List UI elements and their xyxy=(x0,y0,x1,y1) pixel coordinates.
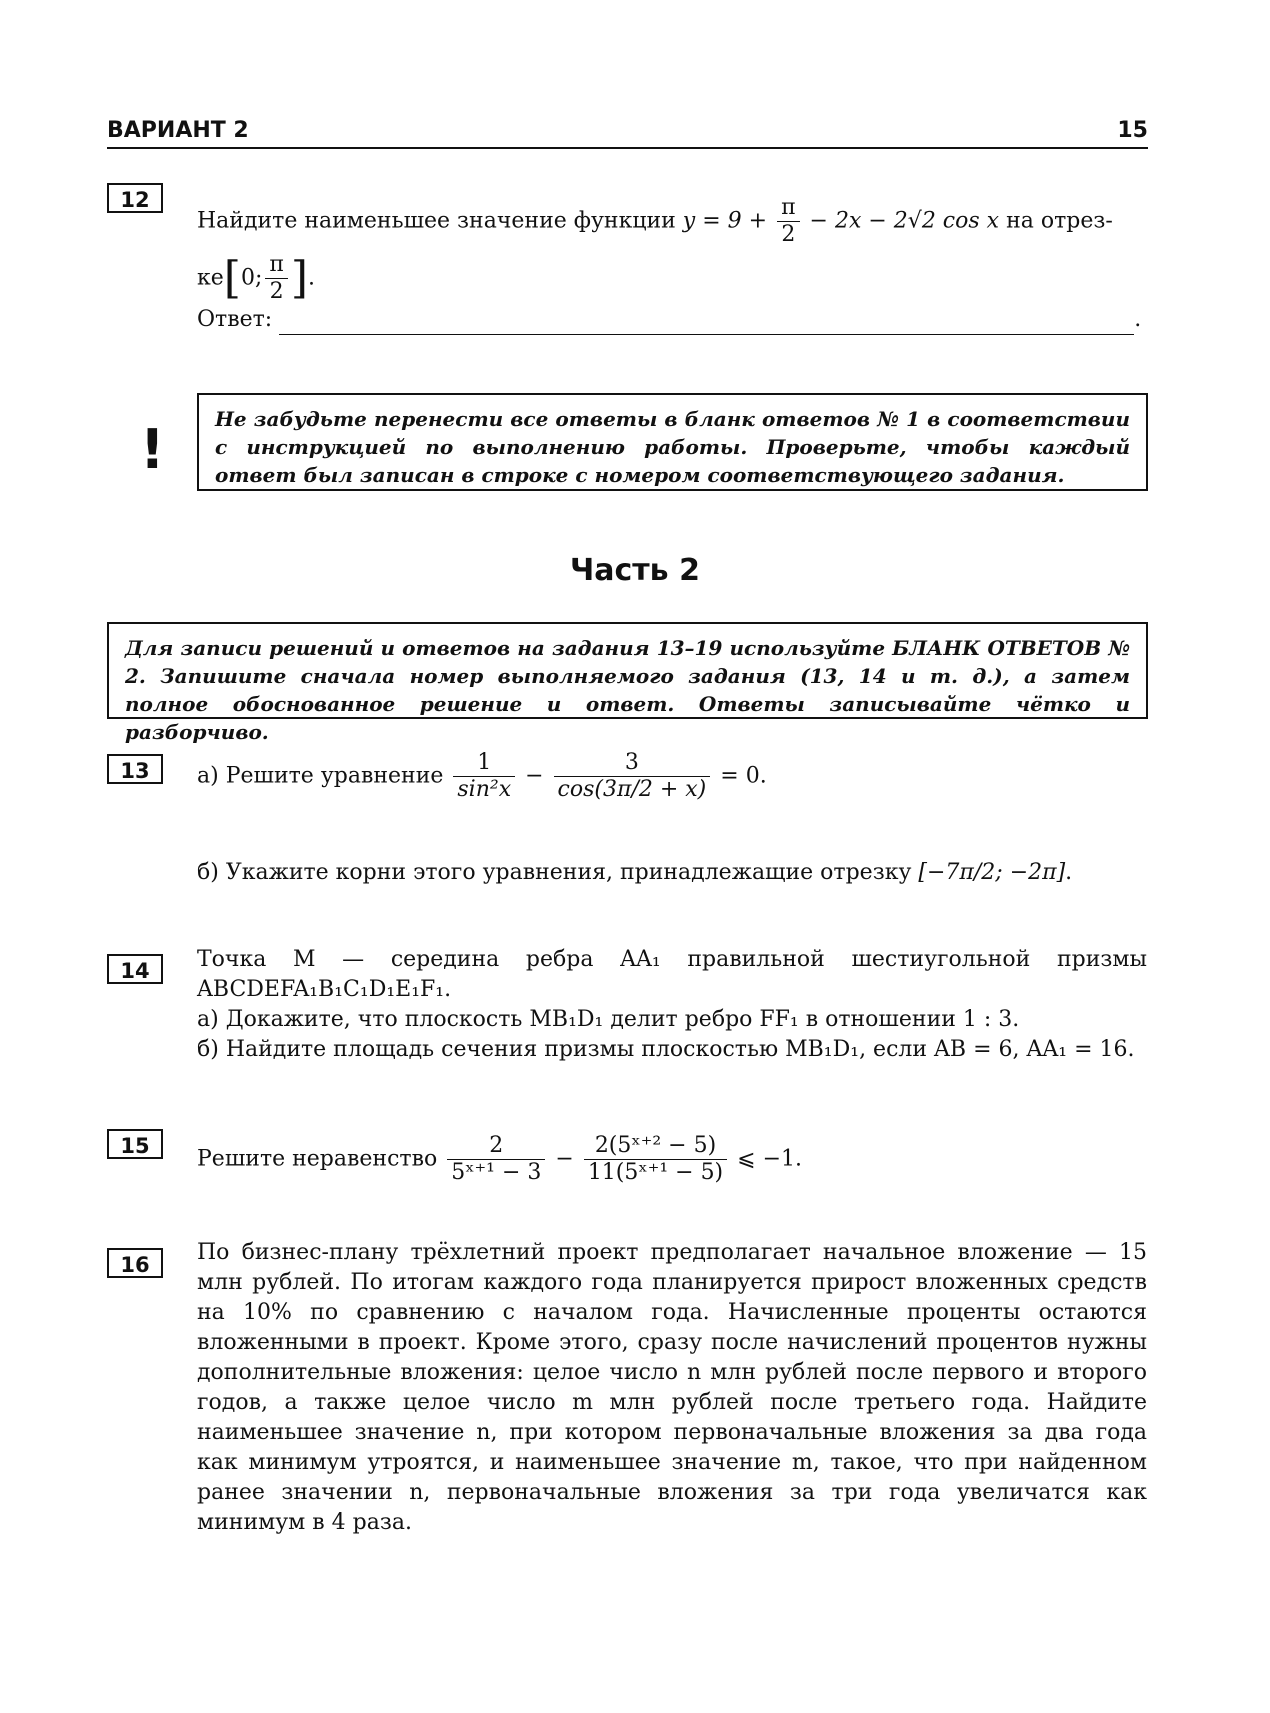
task13-f2-num: 3 xyxy=(554,750,711,777)
task15-fraction-1 xyxy=(447,1133,545,1186)
task15-f2-den: 11(5ˣ⁺¹ − 5) xyxy=(587,1160,724,1185)
task12-text-suffix: на отрез- xyxy=(1006,208,1113,234)
task14-line1: Точка M — середина ребра AA₁ правильной шестиугольной призмы ABCDEFA₁B₁C₁D₁E₁F₁. xyxy=(197,947,1147,1002)
task13-b-suffix: . xyxy=(1065,860,1073,885)
task15-prefix: Решите неравенство xyxy=(197,1146,438,1172)
part2-instructions: Для записи решений и ответов на задания 13–19 используйте БЛАНК ОТВЕТОВ № 2. Запишите сначала номер выполняемого задания (13, 14 и т. д.), а затем полное обоснованное решение и ответ. Ответы записывайте чётко и разборчиво. xyxy=(125,636,1130,744)
task12-function-lhs: y = 9 + xyxy=(682,208,768,234)
task12-line2-prefix: ке xyxy=(197,265,224,291)
task12-line2 xyxy=(197,252,315,305)
task-number-16: 16 xyxy=(107,1248,163,1278)
task14-body xyxy=(197,945,1147,1065)
task15-suffix: ⩽ −1. xyxy=(737,1146,803,1172)
task13-b xyxy=(197,858,1072,888)
task12-fraction xyxy=(777,195,799,248)
task14-line-b: б) Найдите площадь сечения призмы плоскостью MB₁D₁, если AB = 6, AA₁ = 16. xyxy=(197,1037,1135,1062)
page-number: 15 xyxy=(1117,118,1148,143)
task13-b-interval: [−7π/2; −2π] xyxy=(918,860,1066,885)
variant-title: ВАРИАНТ 2 xyxy=(107,118,249,143)
notice-box xyxy=(197,393,1148,491)
task13-f1-num: 1 xyxy=(453,750,515,777)
task-number-14: 14 xyxy=(107,954,163,984)
task12-interval-left: 0; xyxy=(240,265,263,291)
task13-b-prefix: б) Укажите корни этого уравнения, принадлежащие отрезку xyxy=(197,860,912,885)
task12-text-prefix: Найдите наименьшее значение функции xyxy=(197,208,676,234)
task13-f2-den: cos(3π/2 + x) xyxy=(557,777,707,802)
task13-a-suffix: = 0. xyxy=(720,763,767,789)
task12-interval-fraction xyxy=(265,252,287,305)
header-rule xyxy=(107,147,1148,149)
task12-interval-den: 2 xyxy=(269,279,284,304)
task14-line-a: а) Докажите, что плоскость MB₁D₁ делит ребро FF₁ в отношении 1 : 3. xyxy=(197,1007,1020,1032)
task-number-15: 15 xyxy=(107,1129,163,1159)
task12-frac-num: π xyxy=(777,195,799,222)
task15-f1-den: 5ˣ⁺¹ − 3 xyxy=(451,1160,542,1185)
answer-label: Ответ: xyxy=(197,307,273,332)
answer-end: . xyxy=(1134,307,1142,332)
answer-field[interactable] xyxy=(279,314,1134,335)
task15-body xyxy=(197,1133,802,1186)
task12-line1 xyxy=(197,195,1147,248)
task13-f1-den: sin²x xyxy=(457,777,512,802)
task12-answer-row xyxy=(197,305,1141,335)
task12-function-rest: − 2x − 2√2 cos x xyxy=(809,208,1000,234)
task12-frac-den: 2 xyxy=(781,222,796,247)
task12-bracket-left: [ xyxy=(223,252,241,304)
task16-text: По бизнес-плану трёхлетний проект предполагает начальное вложение — 15 млн рублей. По итогам каждого года планируется прирост вложенных средств на 10% по сравнению с началом года. Начисленные проценты остаются вложенными в проект. Кроме этого, сразу после начислений процентов нужны дополнительные вложения: целое число n млн рублей после первого и второго годов, а также целое число m млн рублей после третьего года. Найдите наименьшее значение n, при котором первоначальные вложения за два года как минимум утроятся, и наименьшее значение m, такое, что при найденном ранее значении n, первоначальные вложения за три года увеличатся как минимум в 4 раза. xyxy=(197,1240,1147,1535)
part-title: Часть 2 xyxy=(570,553,700,588)
task13-a-prefix: а) Решите уравнение xyxy=(197,763,444,789)
task13-minus: − xyxy=(525,763,544,789)
task-number-13: 13 xyxy=(107,754,163,784)
task15-minus: − xyxy=(555,1146,574,1172)
task12-bracket-right: ] xyxy=(290,252,309,304)
exclamation-icon: ! xyxy=(140,418,165,481)
task12-line2-suffix: . xyxy=(308,265,316,291)
task12-interval-num: π xyxy=(265,252,287,279)
task13-fraction-1 xyxy=(453,750,515,803)
task15-f1-num: 2 xyxy=(447,1133,545,1160)
task-number-12: 12 xyxy=(107,183,163,213)
task15-f2-num: 2(5ˣ⁺² − 5) xyxy=(584,1133,727,1160)
task13-fraction-2 xyxy=(554,750,711,803)
task15-fraction-2 xyxy=(584,1133,727,1186)
task13-a xyxy=(197,750,767,803)
part2-instructions-box xyxy=(107,622,1148,744)
notice-text: Не забудьте перенести все ответы в бланк ответов № 1 в соответствии с инструкцией по выполнению работы. Проверьте, чтобы каждый ответ был записан в строке с номером соответствующего задания. xyxy=(215,407,1130,487)
